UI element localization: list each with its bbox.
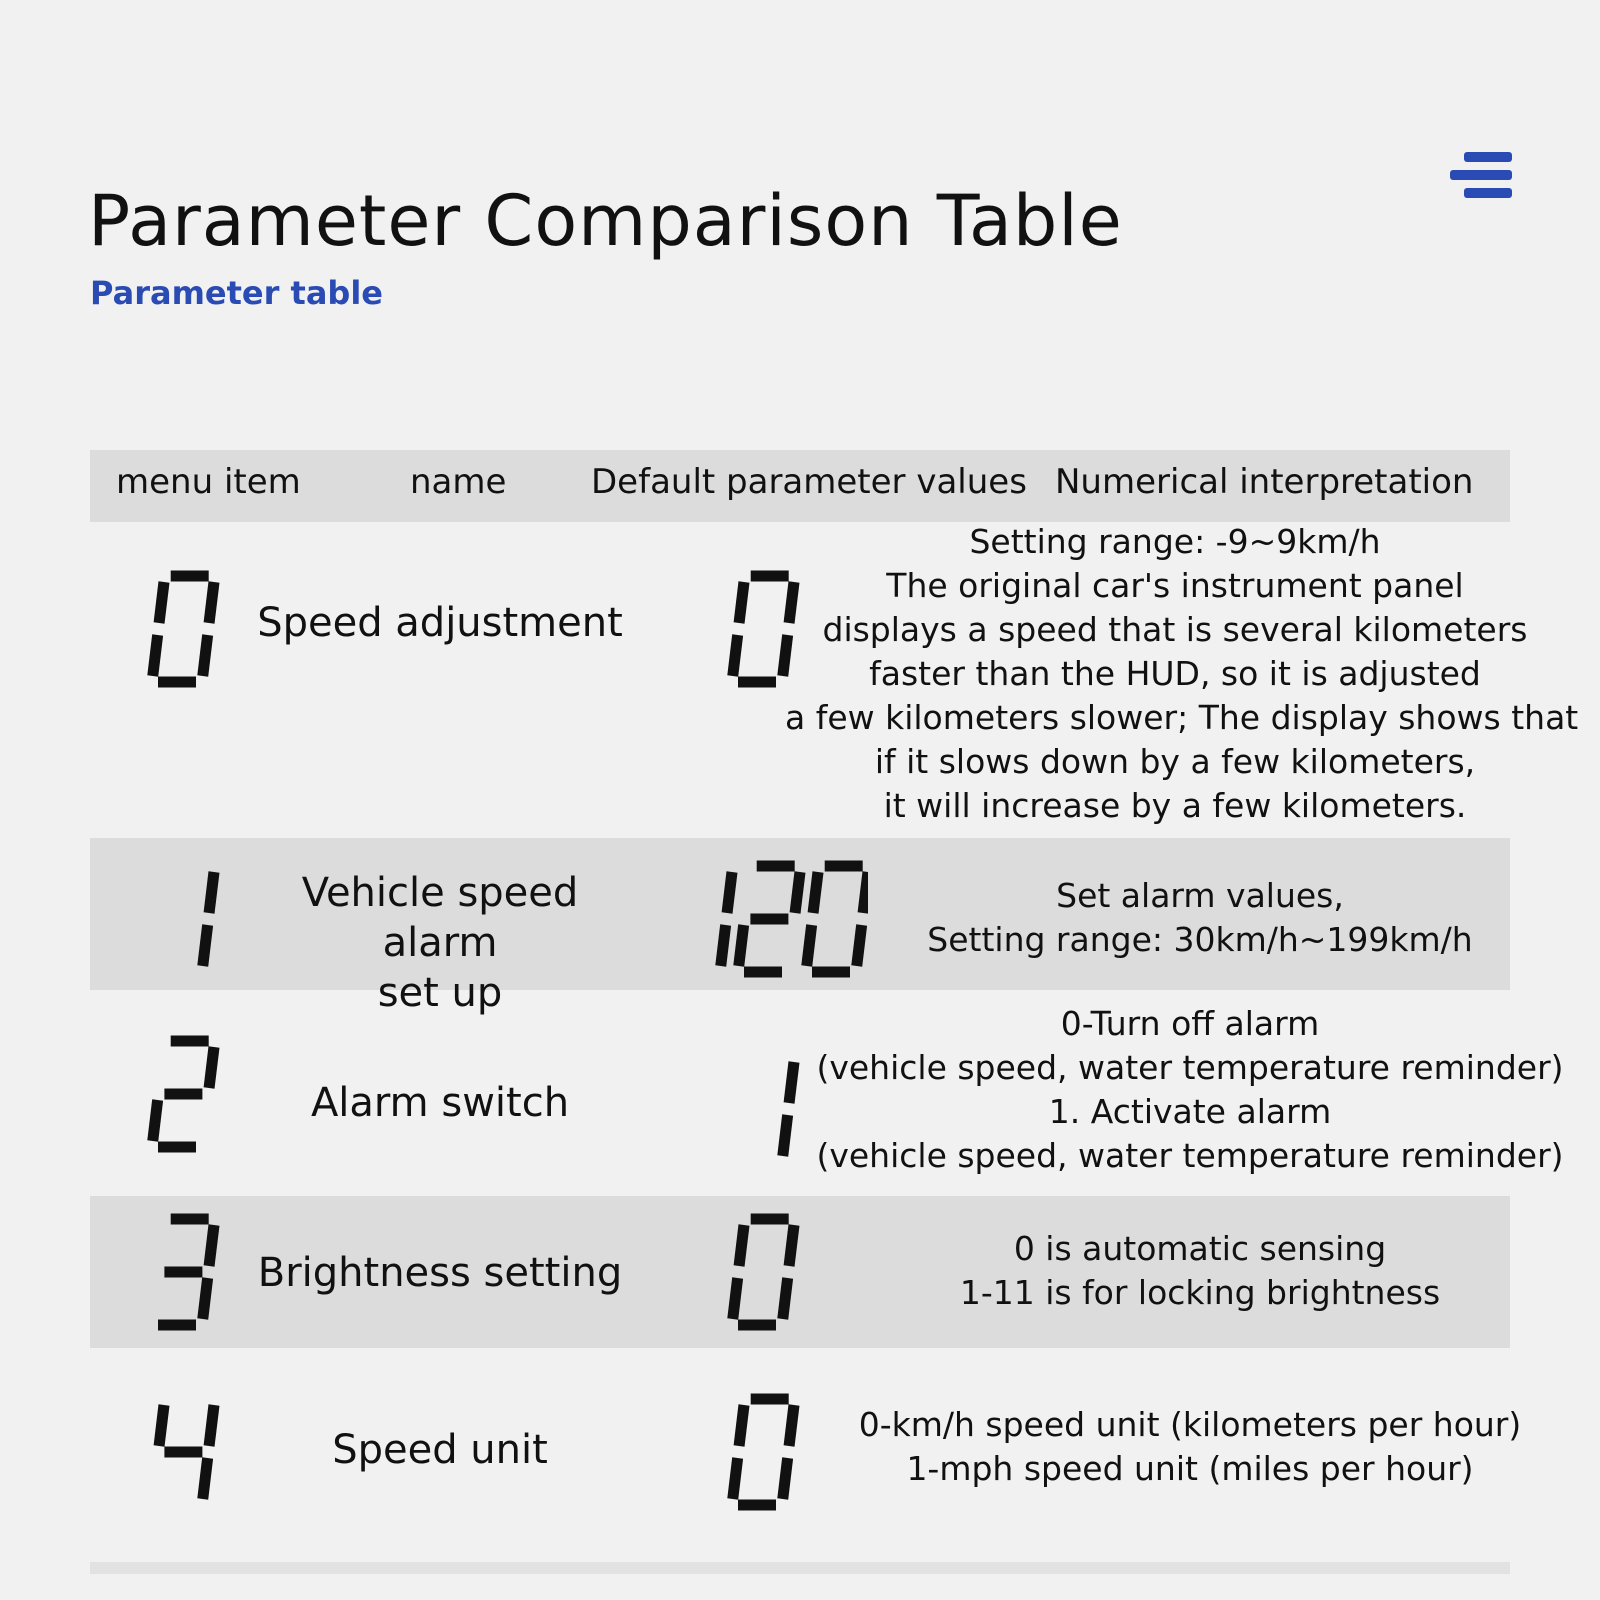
lcd-segment (204, 581, 220, 623)
lcd-segment (738, 1500, 776, 1511)
row-name-line: Vehicle speed alarm (301, 870, 579, 966)
interpretation-line: faster than the HUD, so it is adjusted (869, 654, 1481, 693)
page-subtitle: Parameter table (90, 274, 383, 312)
lcd-segment (784, 1404, 800, 1446)
row-interpretation (900, 1227, 1500, 1315)
lcd-segment (738, 677, 776, 688)
lcd-segment (751, 571, 789, 582)
lcd-segment (204, 1404, 220, 1446)
column-header-default-values: Default parameter values (591, 462, 1027, 502)
lcd-segment (738, 1320, 776, 1331)
column-header-interpretation: Numerical interpretation (1055, 462, 1474, 502)
lcd-segment (147, 634, 163, 676)
row-name (240, 868, 640, 1018)
lcd-segment (197, 1277, 213, 1319)
menu-item-digit (140, 1035, 230, 1153)
lcd-segment (197, 1457, 213, 1499)
lcd-segment (164, 1447, 202, 1458)
row-name (240, 1078, 640, 1128)
lcd-segment (171, 1214, 209, 1225)
lcd-segment (158, 1142, 196, 1153)
menu-item-digit (140, 1393, 230, 1511)
lcd-segment (812, 967, 850, 978)
row-name-line: Alarm switch (310, 1080, 570, 1126)
interpretation-line: if it slows down by a few kilometers, (874, 742, 1476, 781)
lcd-segment (171, 1036, 209, 1047)
lcd-segment (715, 924, 731, 966)
lcd-segment (750, 914, 788, 925)
interpretation-line: 0-km/h speed unit (kilometers per hour) (858, 1405, 1522, 1444)
row-name (240, 1425, 640, 1475)
column-header-menu-item: menu item (116, 462, 301, 502)
interpretation-line: displays a speed that is several kilometers (822, 610, 1528, 649)
menu-item-digit (140, 1213, 230, 1331)
column-header-name: name (410, 462, 507, 502)
interpretation-line: 1-11 is for locking brightness (959, 1273, 1441, 1312)
row-name-line: set up (377, 970, 503, 1016)
row-name (240, 598, 640, 648)
hamburger-menu-icon[interactable] (1450, 148, 1514, 208)
interpretation-line: Setting range: -9~9km/h (969, 522, 1381, 561)
interpretation-line: 1-mph speed unit (miles per hour) (906, 1449, 1474, 1488)
lcd-segment (777, 1114, 793, 1156)
row-name-line: Brightness setting (257, 1250, 623, 1296)
interpretation-line: Setting range: 30km/h~199km/h (927, 920, 1473, 959)
row-interpretation (785, 520, 1579, 828)
interpretation-line: (vehicle speed, water temperature reminder) (816, 1048, 1564, 1087)
interpretation-line: it will increase by a few kilometers. (883, 786, 1467, 825)
menu-item-digit (140, 860, 230, 978)
default-value-digits (720, 1393, 810, 1511)
lcd-segment (158, 677, 196, 688)
lcd-segment (790, 871, 806, 913)
lcd-segment (851, 924, 867, 966)
lcd-segment (147, 1099, 163, 1141)
interpretation-line: (vehicle speed, water temperature reminder) (816, 1136, 1564, 1175)
row-name-line: Speed adjustment (257, 600, 623, 646)
lcd-segment (164, 1089, 202, 1100)
lcd-segment (801, 924, 817, 966)
lcd-segment (784, 1224, 800, 1266)
lcd-segment (204, 1046, 220, 1088)
lcd-segment (727, 1457, 743, 1499)
interpretation-line: a few kilometers slower; The display shows that (785, 698, 1579, 737)
lcd-segment (777, 1277, 793, 1319)
lcd-segment (204, 871, 220, 913)
lcd-segment (858, 871, 868, 913)
lcd-segment (777, 1457, 793, 1499)
lcd-segment (727, 1277, 743, 1319)
lcd-segment (154, 581, 170, 623)
lcd-segment (825, 861, 863, 872)
lcd-segment (727, 634, 743, 676)
lcd-segment (197, 924, 213, 966)
lcd-segment (751, 1214, 789, 1225)
lcd-segment (197, 634, 213, 676)
lcd-segment (722, 871, 738, 913)
default-value-digits (720, 1050, 810, 1168)
default-value-digits (658, 860, 868, 978)
row-interpretation (900, 874, 1500, 962)
lcd-segment (734, 581, 750, 623)
row-name-line: Speed unit (332, 1427, 548, 1473)
lcd-segment (733, 924, 749, 966)
lcd-segment (204, 1224, 220, 1266)
lcd-segment (154, 1404, 170, 1446)
lcd-segment (751, 1394, 789, 1405)
interpretation-line: 1. Activate alarm (1048, 1092, 1332, 1131)
lcd-segment (164, 1267, 202, 1278)
interpretation-line: Set alarm values, (1056, 876, 1344, 915)
interpretation-line: The original car's instrument panel (886, 566, 1464, 605)
interpretation-line: 0 is automatic sensing (1013, 1229, 1387, 1268)
page-title: Parameter Comparison Table (88, 180, 1123, 262)
lcd-segment (757, 861, 795, 872)
lcd-segment (784, 1061, 800, 1103)
row-interpretation (840, 1403, 1540, 1491)
lcd-segment (744, 967, 782, 978)
interpretation-line: 0-Turn off alarm (1060, 1004, 1320, 1043)
table-bottom-divider (90, 1562, 1510, 1574)
lcd-segment (808, 871, 824, 913)
row-interpretation (800, 1002, 1580, 1178)
lcd-segment (734, 1404, 750, 1446)
lcd-segment (734, 1224, 750, 1266)
default-value-digits (720, 1213, 810, 1331)
menu-item-digit (140, 570, 230, 688)
row-name (240, 1248, 640, 1298)
lcd-segment (171, 571, 209, 582)
lcd-segment (158, 1320, 196, 1331)
